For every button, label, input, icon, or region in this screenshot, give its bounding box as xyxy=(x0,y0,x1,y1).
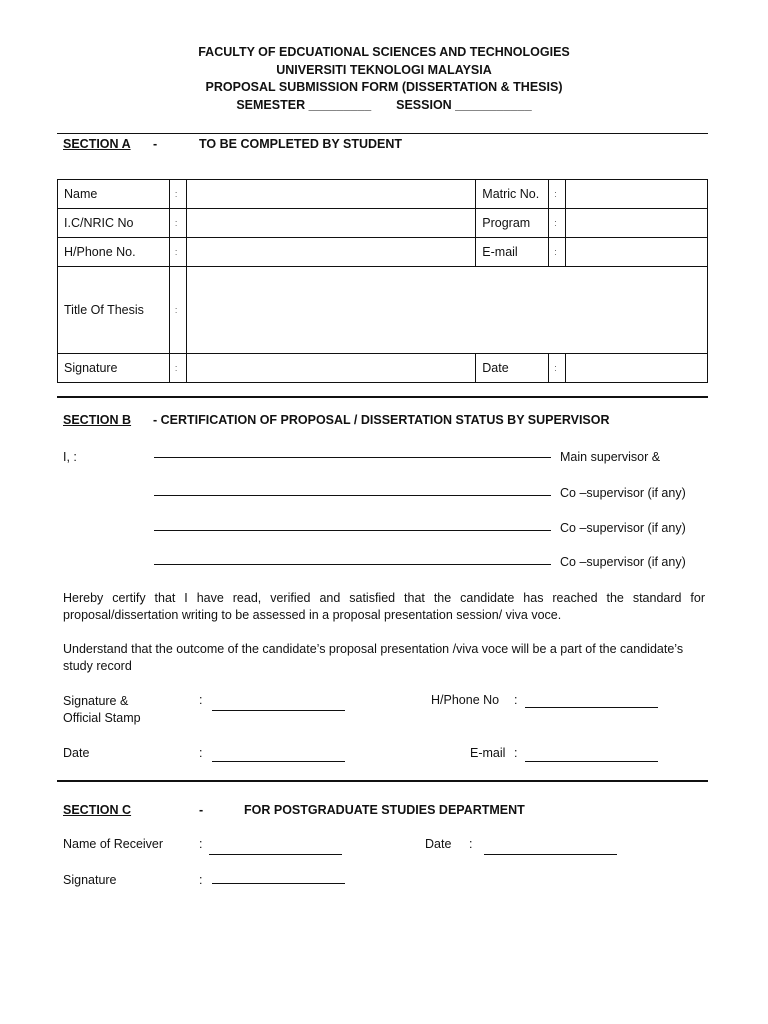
receiver-signature-label: Signature xyxy=(63,873,117,887)
colon: : xyxy=(169,267,186,354)
ic-label: I.C/NRIC No xyxy=(58,209,170,238)
session-label: SESSION ___________ xyxy=(396,97,532,112)
colon: : xyxy=(549,238,566,267)
program-field[interactable] xyxy=(566,209,708,238)
co-supervisor-line-2[interactable] xyxy=(154,530,551,531)
signature-stamp-field[interactable] xyxy=(212,710,345,711)
table-row xyxy=(58,354,708,383)
colon: : xyxy=(199,693,203,707)
supervisor-phone-field[interactable] xyxy=(525,707,658,708)
colon: : xyxy=(549,354,566,383)
university-name: UNIVERSITI TEKNOLOGI MALAYSIA xyxy=(276,62,492,77)
section-a-dash: - xyxy=(153,137,158,151)
form-title: PROPOSAL SUBMISSION FORM (DISSERTATION & THESIS) xyxy=(205,80,563,94)
i-label: I, : xyxy=(63,450,77,464)
co-supervisor-line-1[interactable] xyxy=(154,495,551,496)
co-supervisor-label: Co –supervisor (if any) xyxy=(560,521,686,535)
supervisor-date-label: Date xyxy=(63,746,90,760)
section-a-divider xyxy=(57,396,708,398)
main-supervisor-line[interactable] xyxy=(154,457,551,458)
receiver-date-label: Date xyxy=(425,837,452,851)
faculty-title: FACULTY OF EDCUATIONAL SCIENCES AND TECHNOLOGIES xyxy=(198,45,570,59)
table-row xyxy=(58,267,708,354)
co-supervisor-label: Co –supervisor (if any) xyxy=(560,486,686,500)
receiver-date-field[interactable] xyxy=(484,854,617,855)
section-b-label: SECTION B xyxy=(63,413,132,427)
semester-label: SEMESTER _________ xyxy=(236,97,372,112)
name-field[interactable] xyxy=(186,180,475,209)
supervisor-email-label: E-mail xyxy=(470,746,506,760)
receiver-name-label: Name of Receiver xyxy=(63,837,164,851)
email-label: E-mail xyxy=(476,238,549,267)
program-label: Program xyxy=(476,209,549,238)
supervisor-phone-label: H/Phone No xyxy=(431,693,500,707)
section-c-label: SECTION C xyxy=(63,803,132,817)
date-label: Date xyxy=(476,354,549,383)
understanding-paragraph: Understand that the outcome of the candidate’s proposal presentation /viva voce will be a part of the candidate’s study record xyxy=(63,642,684,673)
section-b-divider xyxy=(57,780,708,782)
table-row xyxy=(58,238,708,267)
matric-label: Matric No. xyxy=(476,180,549,209)
colon: : xyxy=(199,873,203,887)
signature-field[interactable] xyxy=(186,354,475,383)
colon: : xyxy=(549,180,566,209)
co-supervisor-line-3[interactable] xyxy=(154,564,551,565)
signature-label-line2: Official Stamp xyxy=(63,711,141,725)
phone-field[interactable] xyxy=(186,238,475,267)
thesis-title-field[interactable] xyxy=(186,267,707,354)
name-label: Name xyxy=(58,180,170,209)
colon: : xyxy=(199,837,203,851)
section-a-title: TO BE COMPLETED BY STUDENT xyxy=(199,137,403,151)
colon: : xyxy=(514,746,518,760)
colon: : xyxy=(169,209,186,238)
colon: : xyxy=(169,180,186,209)
colon: : xyxy=(199,746,203,760)
colon: : xyxy=(169,238,186,267)
colon: : xyxy=(549,209,566,238)
matric-field[interactable] xyxy=(566,180,708,209)
semester-session-line xyxy=(0,97,768,115)
email-field[interactable] xyxy=(566,238,708,267)
colon: : xyxy=(469,837,473,851)
phone-label: H/Phone No. xyxy=(58,238,170,267)
student-info-table xyxy=(57,179,708,383)
section-c-dash: - xyxy=(199,803,204,817)
signature-label-line1: Signature & xyxy=(63,694,129,708)
ic-field[interactable] xyxy=(186,209,475,238)
main-supervisor-label: Main supervisor & xyxy=(560,450,661,464)
section-a-label: SECTION A xyxy=(63,137,131,151)
signature-label: Signature xyxy=(58,354,170,383)
table-row xyxy=(58,180,708,209)
colon: : xyxy=(514,693,518,707)
co-supervisor-label: Co –supervisor (if any) xyxy=(560,555,686,569)
certification-paragraph: Hereby certify that I have read, verified and satisfied that the candidate has reached the standard for proposal/dissertation writing to be assessed in a proposal presentation session/ viva voce. xyxy=(63,591,705,622)
supervisor-date-field[interactable] xyxy=(212,761,345,762)
thesis-title-label: Title Of Thesis xyxy=(58,267,170,354)
section-b-title: - CERTIFICATION OF PROPOSAL / DISSERTATION STATUS BY SUPERVISOR xyxy=(153,413,610,427)
section-c-title: FOR POSTGRADUATE STUDIES DEPARTMENT xyxy=(244,803,525,817)
header-divider xyxy=(57,133,708,134)
date-field[interactable] xyxy=(566,354,708,383)
signature-stamp-label xyxy=(63,693,141,727)
receiver-name-field[interactable] xyxy=(209,854,342,855)
form-header xyxy=(0,44,768,114)
colon: : xyxy=(169,354,186,383)
receiver-signature-field[interactable] xyxy=(212,883,345,884)
table-row xyxy=(58,209,708,238)
supervisor-email-field[interactable] xyxy=(525,761,658,762)
